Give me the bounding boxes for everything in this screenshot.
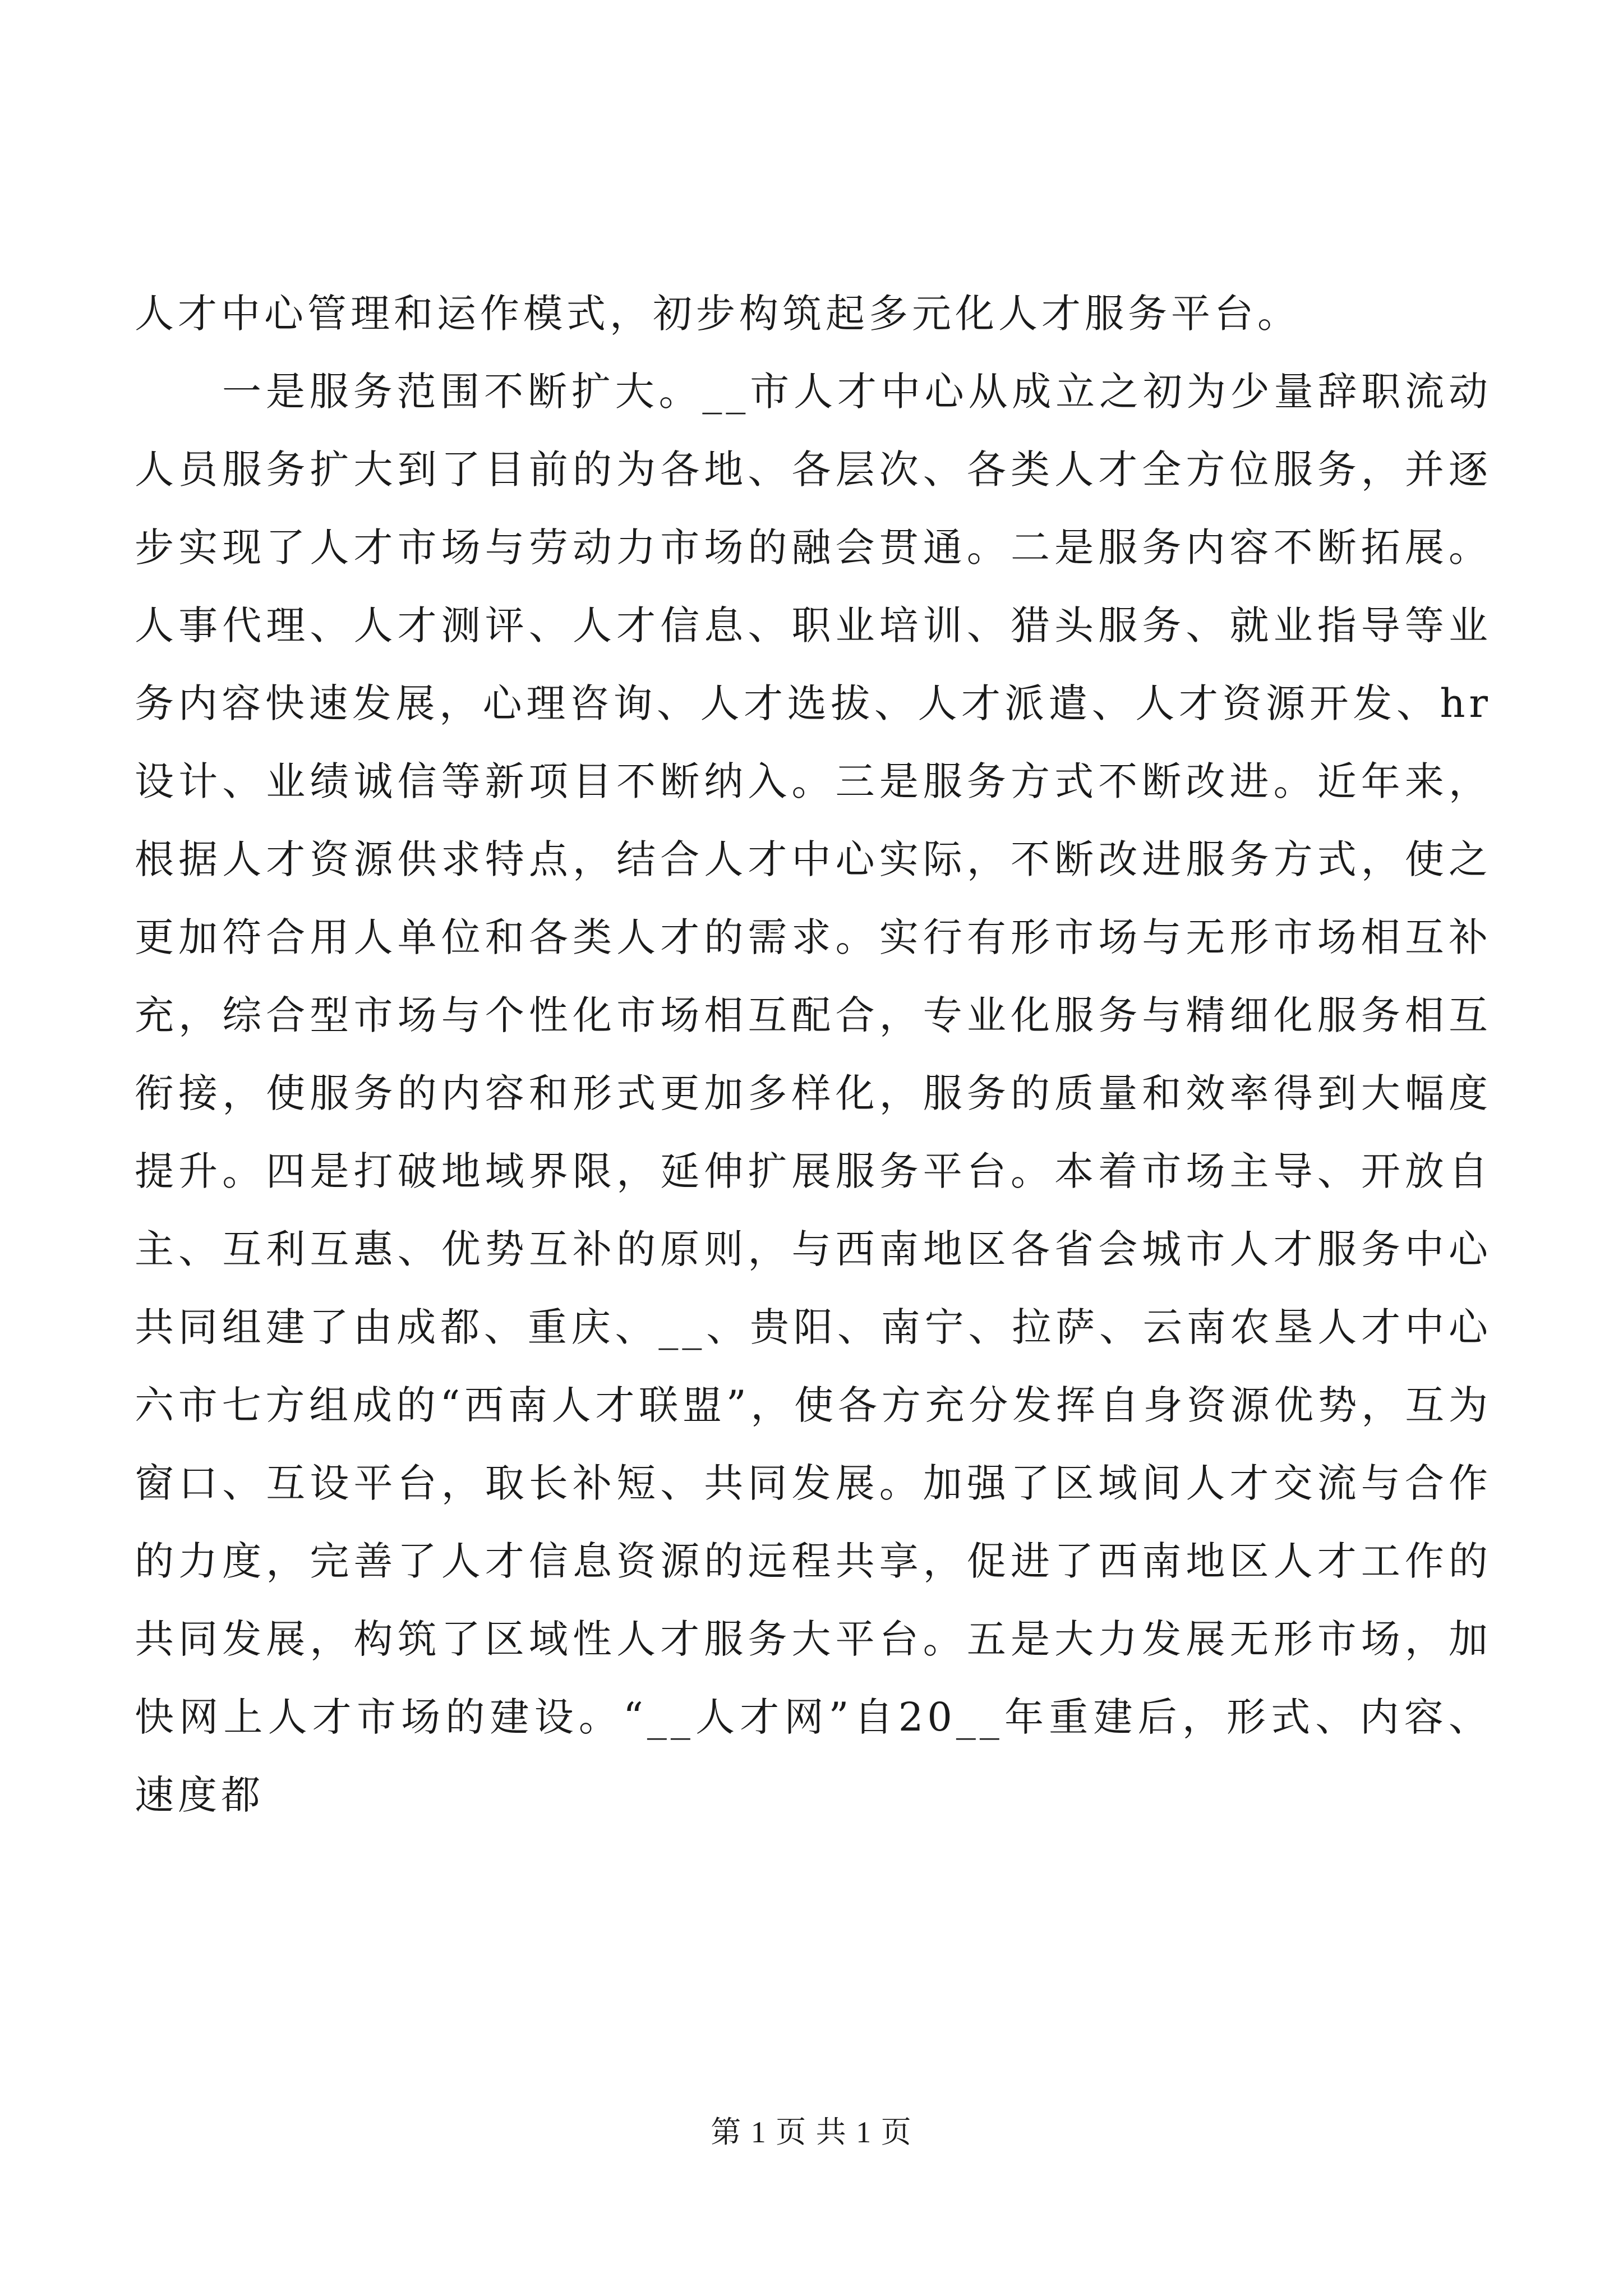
paragraph-1: 人才中心管理和运作模式，初步构筑起多元化人才服务平台。 (135, 291, 1301, 337)
document-body (135, 275, 1492, 1834)
paragraph-2: 一是服务范围不断扩大。__市人才中心从成立之初为少量辞职流动人员服务扩大到了目前的为各地、各层次、各类人才全方位服务，并逐步实现了人才市场与劳动力市场的融会贯通。二是服务内容不断拓展。人事代理、人才测评、人才信息、职业培训、猎头服务、就业指导等业务内容快速发展，心理咨询、人才选拔、人才派遣、人才资源开发、hr设计、业绩诚信等新项目不断纳入。三是服务方式不断改进。近年来，根据人才资源供求特点，结合人才中心实际，不断改进服务方式，使之更加符合用人单位和各类人才的需求。实行有形市场与无形市场相互补充，综合型市场与个性化市场相互配合，专业化服务与精细化服务相互衔接，使服务的内容和形式更加多样化，服务的质量和效率得到大幅度提升。四是打破地域界限，延伸扩展服务平台。本着市场主导、开放自主、互利互惠、优势互补的原则，与西南地区各省会城市人才服务中心共同组建了由成都、重庆、__、贵阳、南宁、拉萨、云南农垦人才中心六市七方组成的“西南人才联盟”，使各方充分发挥自身资源优势，互为窗口、互设平台，取长补短、共同发展。加强了区域间人才交流与合作的力度，完善了人才信息资源的远程共享，促进了西南地区人才工作的共同发展，构筑了区域性人才服务大平台。五是大力发展无形市场，加快网上人才市场的建设。“__人才网”自20__年重建后，形式、内容、速度都 (135, 369, 1492, 1818)
page-footer: 第 1 页 共 1 页 (711, 2115, 912, 2149)
